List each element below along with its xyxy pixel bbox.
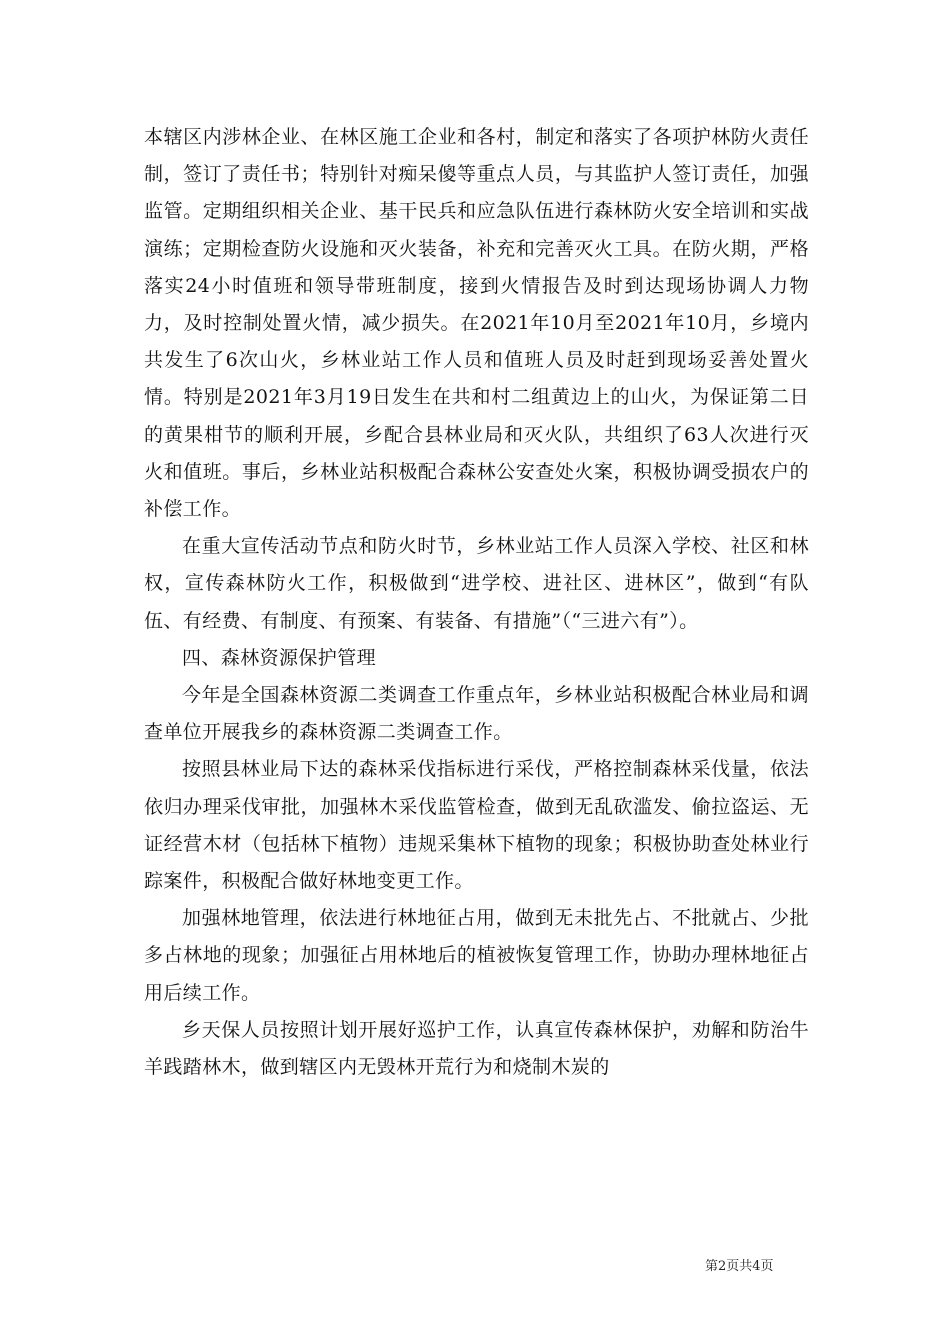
paragraph-fire-publicity: 在重大宣传活动节点和防火时节，乡林业站工作人员深入学校、社区和林权，宣传森林防火工作，积极做到“进学校、进社区、进林区”，做到“有队伍、有经费、有制度、有预案、有装备、有措施”（“三进六有”）。 (144, 535, 809, 632)
paragraph-land-management: 加强林地管理，依法进行林地征占用，做到无未批先占、不批就占、少批多占林地的现象；加强征占用林地后的植被恢复管理工作，协助办理林地征占用后续工作。 (144, 907, 809, 1004)
page-number-footer: 第2页共4页 (705, 1259, 774, 1274)
paragraph-patrol-work: 乡天保人员按照计划开展好巡护工作，认真宣传森林保护，劝解和防治牛羊践踏林木，做到辖区内无毁林开荒行为和烧制木炭的 (144, 1018, 809, 1079)
paragraph-resource-survey: 今年是全国森林资源二类调查工作重点年，乡林业站积极配合林业局和调查单位开展我乡的森林资源二类调查工作。 (144, 684, 809, 744)
document-body (144, 119, 809, 1086)
section-heading-forest-protection: 四、森林资源保护管理 (182, 646, 377, 669)
paragraph-logging-control: 按照县林业局下达的森林采伐指标进行采伐，严格控制森林采伐量，依法依归办理采伐审批，加强林木采伐监管检查，做到无乱砍滥发、偷拉盗运、无证经营木材（包括林下植物）违规采集林下植物的现象；积极协助查处林业行踪案件，积极配合做好林地变更工作。 (144, 758, 809, 893)
paragraph-fire-responsibility: 本辖区内涉林企业、在林区施工企业和各村，制定和落实了各项护林防火责任制，签订了责任书；特别针对痴呆傻等重点人员，与其监护人签订责任，加强监管。定期组织相关企业、基干民兵和应急队伍进行森林防火安全培训和实战演练；定期检查防火设施和灭火装备，补充和完善灭火工具。在防火期，严格落实24小时值班和领导带班制度，接到火情报告及时到达现场协调人力物力，及时控制处置火情，减少损失。在2021年10月至2021年10月，乡境内共发生了6次山火，乡林业站工作人员和值班人员及时赶到现场妥善处置火情。特别是2021年3月19日发生在共和村二组黄边上的山火，为保证第二日的黄果柑节的顺利开展，乡配合县林业局和灭火队，共组织了63人次进行灭火和值班。事后，乡林业站积极配合森林公安查处火案，积极协调受损农户的补偿工作。 (144, 126, 809, 521)
